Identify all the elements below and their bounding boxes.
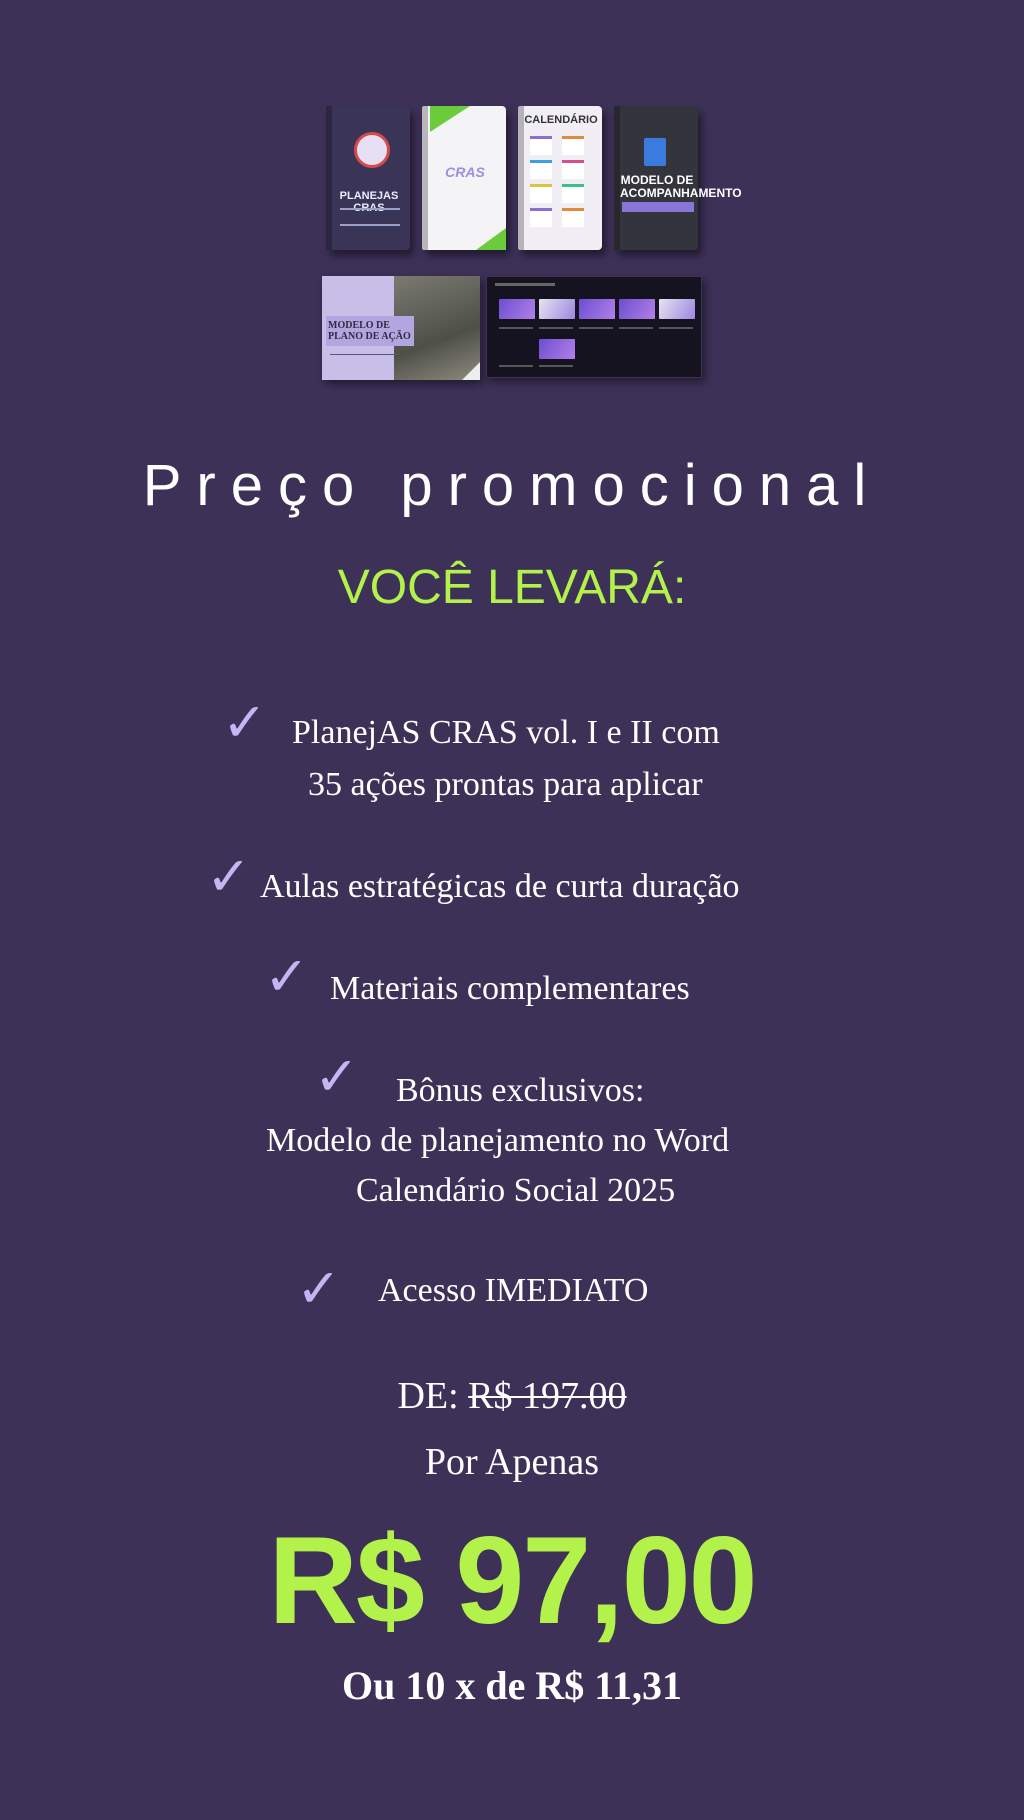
benefit-line: Aulas estratégicas de curta duração (260, 868, 740, 905)
book-title: CRAS (445, 164, 485, 180)
benefit-line: PlanejAS CRAS vol. I e II com (292, 714, 720, 751)
original-price (0, 1374, 1024, 1418)
check-icon: ✓ (296, 1257, 342, 1320)
benefit-line: 35 ações prontas para aplicar (308, 766, 703, 803)
book-title: CALENDÁRIO (524, 114, 598, 126)
promo-headline: Preço promocional (142, 453, 882, 518)
course-platform-screenshot (486, 276, 702, 378)
now-label: Por Apenas (424, 1441, 600, 1483)
you-will-get-heading: VOCÊ LEVARÁ: (337, 561, 687, 614)
promo-price: R$ 97,00 (268, 1512, 756, 1650)
book-planejas-cras (326, 106, 410, 250)
benefit-line: Modelo de planejamento no Word (266, 1122, 730, 1159)
check-icon: ✓ (264, 945, 310, 1008)
benefit-line: Acesso IMEDIATO (378, 1272, 649, 1309)
check-icon: ✓ (206, 845, 252, 908)
book-title: MODELO DE ACOMPANHAMENTO (620, 173, 742, 200)
book-cras (422, 106, 506, 250)
book-logo-icon (354, 132, 390, 168)
check-icon: ✓ (314, 1045, 360, 1108)
from-label: DE: (397, 1375, 459, 1417)
check-icon: ✓ (222, 691, 268, 754)
book-modelo-acompanhamento (614, 106, 742, 250)
installments: Ou 10 x de R$ 11,31 (341, 1663, 683, 1708)
plano-de-acao-card (322, 276, 480, 380)
plan-card-title: MODELO DE PLANO DE AÇÃO (326, 316, 414, 346)
book-calendario (518, 106, 602, 250)
benefit-line: Materiais complementares (330, 970, 690, 1007)
benefit-line: Calendário Social 2025 (356, 1172, 676, 1209)
word-document-icon (644, 138, 666, 166)
book-title: PLANEJAS CRAS (339, 190, 399, 214)
old-price-value: R$ 197.00 (468, 1375, 627, 1417)
benefit-line: Bônus exclusivos: (396, 1072, 645, 1109)
